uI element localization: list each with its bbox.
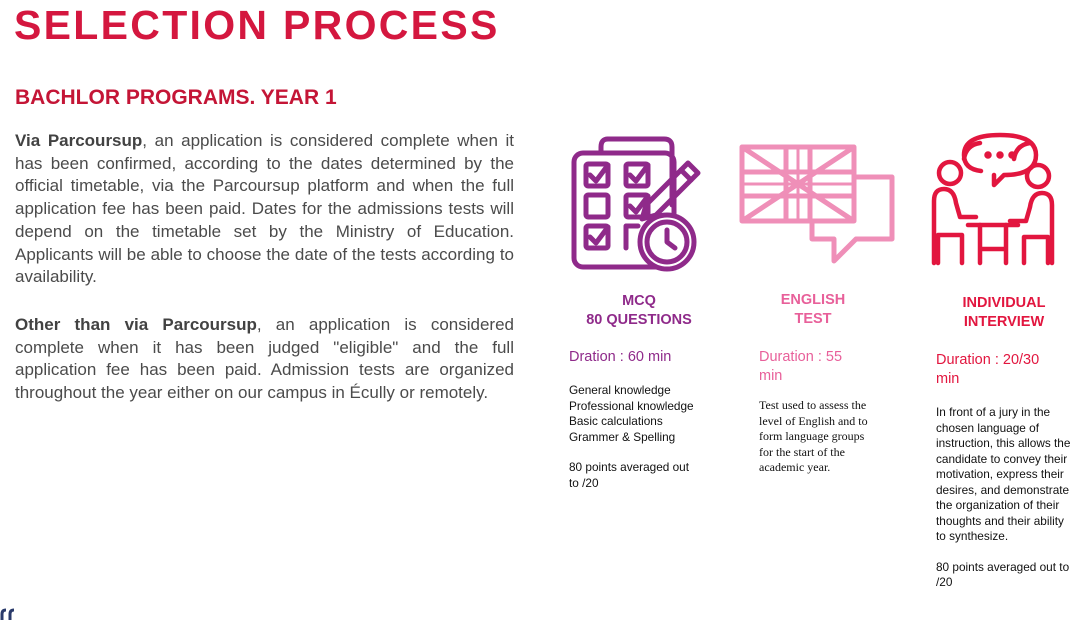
interview-heading-line2: INTERVIEW [963,314,1045,330]
page-title: SELECTION PROCESS [14,2,500,48]
paragraph-lead: Via Parcoursup [15,131,143,150]
list-item: Grammer & Spelling [569,429,676,444]
list-item: General knowledge [569,383,671,397]
checklist-clock-icon [568,133,710,273]
interview-people-icon [928,131,1058,267]
list-item: Basic calculations [569,414,663,428]
mcq-points: 80 points averaged out to /20 [569,460,690,490]
mcq-topic-list [569,383,709,445]
english-heading-line2: TEST [794,311,832,327]
english-duration: Duration : 55 min [759,349,843,384]
paragraph-lead: Other than via Parcoursup [15,315,257,334]
mcq-heading-line2: 80 QUESTIONS [586,312,692,328]
paragraph-text: , an application is considered complete when it has been confirmed, according to the dates determined by the official timetable, via the Parcoursup platform and when the full application fee has been paid. Dates for the admissions tests will depend on the timetable set by the Ministry of Education. Applicants will be able to choose the date of the tests according to availability. [15,131,515,287]
section-subtitle: BACHLOR PROGRAMS. YEAR 1 [15,86,337,109]
mcq-column [561,292,717,491]
interview-duration: Duration : 20/30 min [936,352,1040,387]
other-paragraph [15,314,514,405]
paragraph-text: , an application is considered complete when it has been judged "eligible" and the full application fee has been paid. Admission tests are organized throughout the year either on our campus in Écully or remotely. [15,315,514,403]
interview-points: 80 points averaged out to /20 [936,559,1070,589]
mcq-heading-line1: MCQ [622,293,656,309]
parcoursup-paragraph [15,130,514,289]
list-item: Professional knowledge [569,398,694,413]
english-column [748,291,878,476]
mcq-duration: Dration : 60 min [569,349,672,365]
interview-description: In front of a jury in the chosen language of instruction, this allows the candidate to convey their motivation, express their desires, and demonstrate the organization of their thoughts and their ability to synthesize. [936,405,1071,543]
interview-heading-line1: INDIVIDUAL [962,295,1046,311]
logo-fragment-icon [0,608,18,620]
uk-flag-speech-bubble-icon [738,143,896,267]
interview-column [928,294,1078,591]
english-description: Test used to assess the level of English and to form language groups for the start of the academic year. [759,398,868,474]
english-heading-line1: ENGLISH [780,292,846,308]
